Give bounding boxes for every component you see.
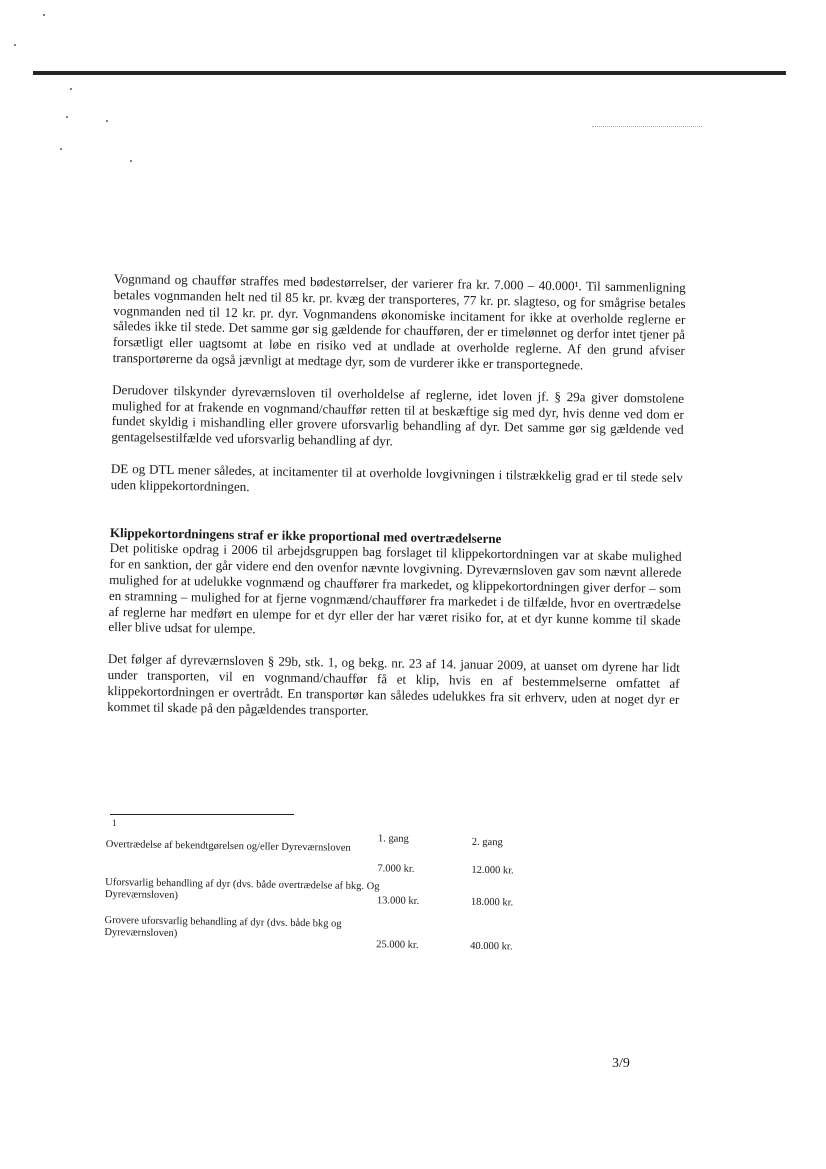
footnote-row-second: 40.000 kr. (470, 940, 513, 953)
paragraph-regulation: Det følger af dyreværnsloven § 29b, stk. 1, og bekg. nr. 23 af 14. januar 2009, at uanset om dyrene har lidt under transporten, vil en vognmand/chauffør få et klip, hvis en af bestemmelserne omfattet af klippekortordningen er overtrådt. En transportør kan således udelukkes fra sit erhverv, uden at noget dyr er kommet til skade på den pågældendes transporter. (107, 651, 680, 718)
page-number: 3/9 (612, 1056, 630, 1071)
footnote-row-label: Grovere uforsvarlig behandling af dyr (dvs. både bkg og Dyreværnsloven) (104, 914, 342, 940)
paragraph-conclusion: DE og DTL mener således, at incitamenter til at overholde lovgivningen i tilstrækkelig grad er til stede selv uden klippekortordningen. (110, 460, 683, 494)
body-block-1 (107, 271, 686, 739)
scan-speck (43, 14, 45, 16)
footnote-row-second: 12.000 kr. (471, 864, 514, 877)
scan-artifact-line (592, 126, 702, 127)
scan-speck (106, 120, 108, 122)
footnote-table (104, 829, 546, 960)
footnote-header-first: 1. gang (377, 833, 409, 845)
paragraph-penalties: Vognmand og chauffør straffes med bødestørrelser, der varierer fra kr. 7.000 – 40.000¹. Til sammenligning betales vognmanden helt ned til 85 kr. pr. kvæg der transporteres, 77 kr. pr. slagteso, og for smågrise betales vognmanden ned til 12 kr. pr. dyr. Vognmandens økonomiske incitament for ikke at overholde reglerne er således ikke til stede. Det samme gør sig gældende for chaufføren, der er timelønnet og derfor intet tjener på forsætligt eller uagtsomt at løbe en risiko ved at undlade at overholde reglerne. Af den grund afviser transportørerne da også jævnligt at medtage dyr, som de vurderer ikke er transportegnede. (112, 271, 686, 373)
footnote-rule (110, 814, 294, 815)
footnote-row (104, 915, 545, 960)
footnote-marker: 1 (112, 818, 117, 828)
scan-speck (130, 160, 132, 162)
paragraph-political-mandate: Det politiske opdrag i 2006 til arbejdsgruppen bag forslaget til klippekortordningen var at skabe mulighed for en sanktion, der går videre end den ovenfor nævnte lovgivning. Dyreværnsloven gav som nævnt allerede mulighed for at udelukke vognmænd og chauffører fra markedet, og klippekortordningen giver derfor – som en stramning – mulighed for at fjerne vognmænd/chauffører fra markedet i de tilfælde, hvor en overtrædelse af reglerne har medført en ulempe for et dyr eller der har været risiko for, at et dyr kunne komme til skade eller blive udsat for ulempe. (108, 540, 682, 637)
scan-speck (60, 148, 62, 150)
scan-speck (14, 44, 16, 46)
footnote-row-label: Uforsvarlig behandling af dyr (dvs. både overtrædelse af bkg. Og Dyreværnsloven) (104, 876, 380, 902)
footnote-row-first: 7.000 kr. (377, 863, 415, 875)
footnote-row-second: 18.000 kr. (470, 896, 514, 909)
footnote-row-first: 13.000 kr. (376, 895, 420, 907)
paragraph-animal-welfare: Derudover tilskynder dyreværnsloven til overholdelse af reglerne, idet loven jf. § 29a giver domstolene mulighed for at frakende en vognmand/chauffør retten til at beskæftige sig med dyr, hvis denne ved dom er fundet skyldig i mishandling eller grovere uforsvarlig behandling af dyr. Det samme gør sig gældende ved gentagelsestilfælde ved uforsvarlig behandling af dyr. (111, 381, 685, 449)
scan-speck (66, 116, 68, 118)
section-heading: Klippekortordningens straf er ikke proportional med overtrædelserne (109, 524, 502, 546)
footnote-row-first: 25.000 kr. (376, 939, 419, 951)
scan-speck (70, 88, 72, 90)
footnote-row-label: Overtrædelse af bekendtgørelsen og/eller Dyreværnsloven (105, 838, 351, 854)
footnote-header-second: 2. gang (471, 836, 503, 849)
top-rule (33, 71, 786, 75)
